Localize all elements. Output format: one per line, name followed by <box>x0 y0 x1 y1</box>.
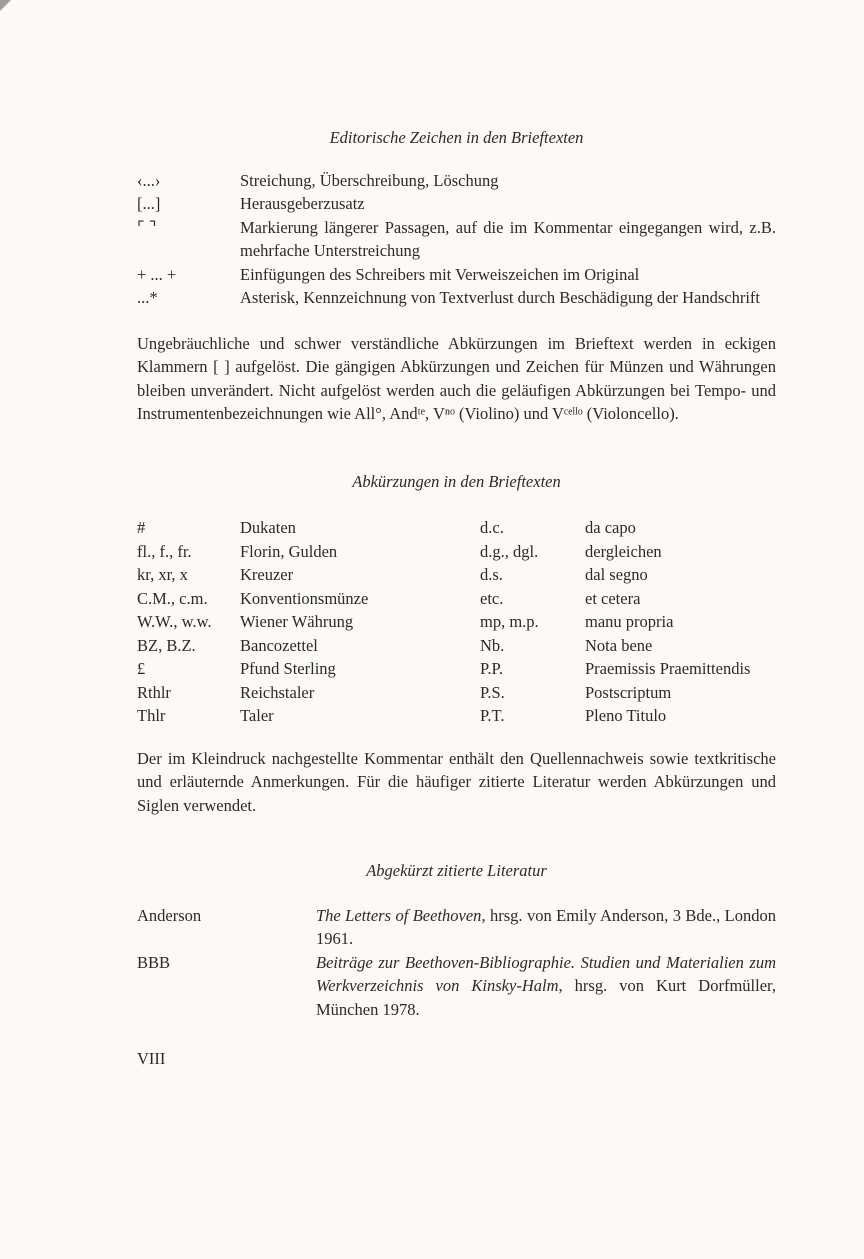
editorial-symbol: + ... + <box>137 264 177 284</box>
abbreviation: etc. <box>480 588 504 608</box>
literature-entry <box>137 904 776 951</box>
abbreviation-row <box>137 704 480 728</box>
symbol-definition: Streichung, Überschreibung, Löschung <box>240 170 499 190</box>
abbreviation: kr, xr, x <box>137 565 188 584</box>
abbreviation pound-sterling-sign: £ <box>137 659 146 678</box>
symbol-row <box>137 263 776 287</box>
abbreviation: C.M., c.m. <box>137 588 208 608</box>
abbreviation-row <box>480 657 776 681</box>
abbreviations-column-right <box>480 516 776 728</box>
abbreviation-meaning: Dukaten <box>240 518 296 537</box>
symbol-definition: Herausgeberzusatz <box>240 194 365 213</box>
abbreviation: P.T. <box>480 706 505 725</box>
abbreviation-row <box>480 704 776 728</box>
symbol-row <box>137 192 776 216</box>
literature-entry <box>137 951 776 1022</box>
abbreviation: Nb. <box>480 635 505 655</box>
abbreviation-meaning: da capo <box>585 518 636 537</box>
abbreviation-row <box>137 610 480 634</box>
abbreviation-meaning: Pfund Sterling <box>240 659 336 678</box>
abbreviation-row <box>137 657 480 681</box>
editorial-symbol: ...* <box>137 288 158 307</box>
section-title-abbreviations: Abkürzungen in den Brieftexten <box>352 471 561 491</box>
literature-sigle: BBB <box>137 952 171 972</box>
abbreviations-table <box>137 516 776 728</box>
symbol-definition: Asterisk, Kennzeichnung von Textverlust durch Beschädigung der Handschrift <box>240 288 760 307</box>
abbreviation: # <box>137 518 146 537</box>
abbreviation-meaning: Reichstaler <box>240 682 315 702</box>
abbreviation-meaning: et cetera <box>585 588 641 608</box>
abbreviation-row <box>480 540 776 564</box>
abbreviation-row <box>480 516 776 540</box>
literature-sigle: Anderson <box>137 905 202 925</box>
work-publication-info: , hrsg. von Kurt Dorfmüller, München 1978. <box>316 976 776 1019</box>
abbreviation-meaning: manu propria <box>585 612 674 631</box>
section-title-cited-literature: Abgekürzt zitierte Literatur <box>366 861 547 880</box>
abbreviation-row <box>137 540 480 564</box>
symbol-definition: Markierung längerer Passagen, auf die im Kommentar eingegangen wird, z.B. mehrfache Unterstreichung <box>240 217 776 260</box>
abbreviation-row <box>480 587 776 611</box>
editorial-symbols-list <box>137 169 776 310</box>
abbreviation-meaning: dergleichen <box>585 541 662 561</box>
abbreviation-meaning: Praemissis Praemittendis <box>585 659 751 678</box>
abbreviation: mp, m.p. <box>480 612 539 631</box>
paragraph-commentary-note: Der im Kleindruck nachgestellte Kommentar enthält den Quellennachweis sowie textkritische und erläuternde Anmerkungen. Für die häufiger zitierte Literatur werden Abkürzungen und Siglen verwendet. <box>137 748 776 815</box>
abbreviation: fl., f., fr. <box>137 541 192 561</box>
abbreviation-meaning: dal segno <box>585 565 648 584</box>
abbreviation-meaning: Florin, Gulden <box>240 541 338 561</box>
abbreviation-row <box>480 681 776 705</box>
literature-reference <box>316 904 776 951</box>
abbreviation-meaning: Postscriptum <box>585 682 672 702</box>
abbreviation-row <box>480 634 776 658</box>
abbreviation: d.g., dgl. <box>480 541 539 561</box>
abbreviation: P.P. <box>480 659 503 678</box>
abbreviation-row <box>137 681 480 705</box>
abbreviation-row <box>137 516 480 540</box>
symbol-row <box>137 169 776 193</box>
abbreviation-meaning: Wiener Währung <box>240 612 354 631</box>
abbreviation: BZ, B.Z. <box>137 635 196 655</box>
literature-reference <box>316 951 776 1022</box>
literature-list <box>137 904 776 1022</box>
editorial-symbol: [...] <box>137 194 161 213</box>
abbreviation-meaning: Taler <box>240 706 274 725</box>
abbreviation-meaning: Konventionsmünze <box>240 588 369 608</box>
abbreviation-row <box>480 563 776 587</box>
abbreviations-column-left <box>137 516 480 728</box>
symbol-definition: Einfügungen des Schreibers mit Verweiszeichen im Original <box>240 264 640 284</box>
symbol-row <box>137 286 776 310</box>
abbreviation-row <box>480 610 776 634</box>
section-title-editorial-symbols: Editorische Zeichen in den Brieftexten <box>329 128 584 147</box>
page-number: VIII <box>137 1049 166 1068</box>
work-title: The Letters of Beethoven <box>316 905 482 925</box>
abbreviation: Thlr <box>137 706 166 725</box>
work-title: Beiträge zur Beethoven-Bibliographie. Studien und Materialien zum Werkverzeichnis von Kinsky-Halm <box>316 952 776 995</box>
editorial-symbol: ‹...› <box>137 170 161 190</box>
abbreviation-meaning: Nota bene <box>585 635 653 655</box>
abbreviation-meaning: Kreuzer <box>240 565 294 584</box>
symbol-row <box>137 216 776 263</box>
abbreviation: W.W., w.w. <box>137 612 212 631</box>
abbreviation-row <box>137 563 480 587</box>
scan-corner-artifact <box>0 0 11 11</box>
abbreviation-row <box>137 634 480 658</box>
abbreviation: d.s. <box>480 565 503 584</box>
abbreviation-meaning: Pleno Titulo <box>585 706 667 725</box>
abbreviation-row <box>137 587 480 611</box>
abbreviation-meaning: Bancozettel <box>240 635 318 655</box>
editorial-symbol corner-brackets-icon: ⌜ ⌝ <box>137 217 157 237</box>
abbreviation: P.S. <box>480 682 505 702</box>
book-page-content <box>137 0 776 1071</box>
abbreviation: Rthlr <box>137 682 171 702</box>
abbreviation: d.c. <box>480 518 504 537</box>
paragraph-abbreviation-rules: Ungebräuchliche und schwer verständliche Abkürzungen im Brieftext werden in eckigen Klammern [ ] aufgelöst. Die gängigen Abkürzungen und Zeichen für Münzen und Währungen bleiben unverändert. Nicht aufgelöst werden auch die geläufigen Abkürzungen bei Tempo- und Instrumentenbezeichnungen wie All°, Andᵗᵉ, Vⁿᵒ (Violino) und Vᶜᵉˡˡᵒ (Violoncello). <box>137 333 776 423</box>
work-publication-info: , hrsg. von Emily Anderson, 3 Bde., London 1961. <box>316 905 776 948</box>
